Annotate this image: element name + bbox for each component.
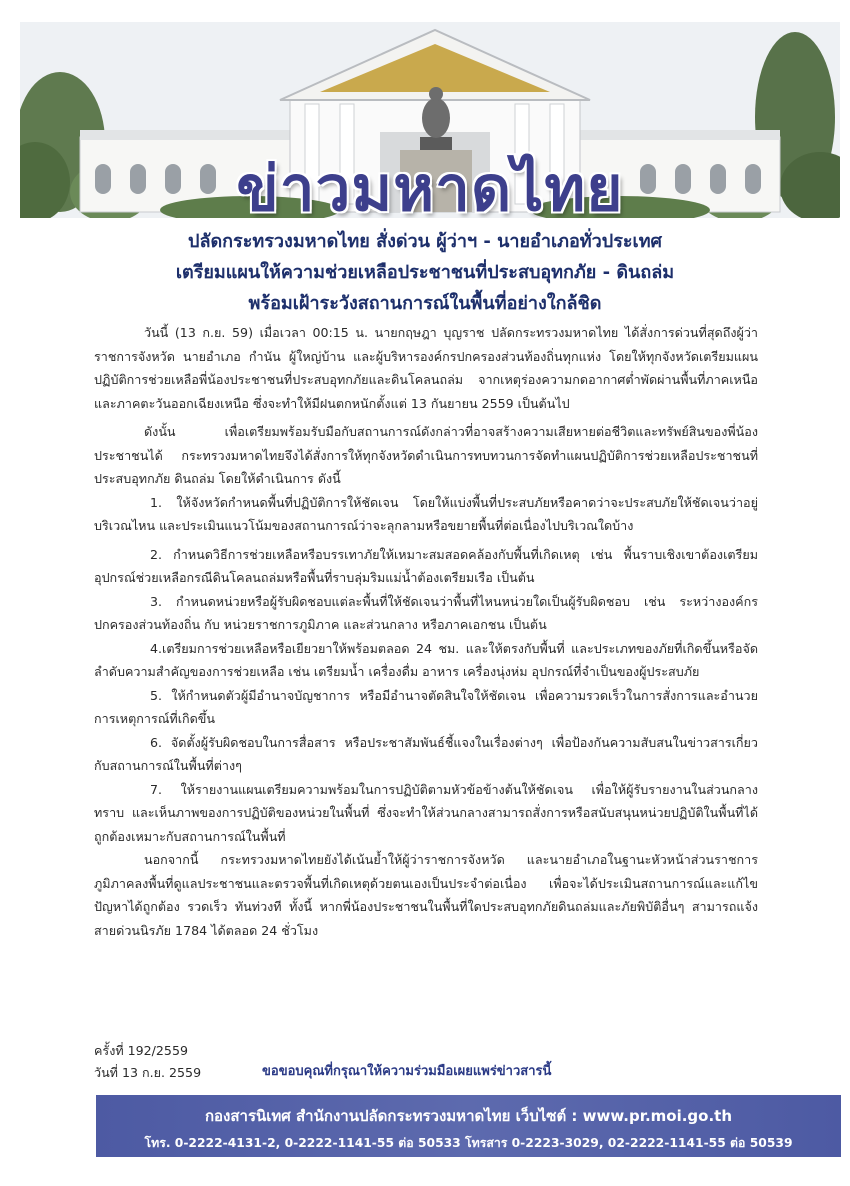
issue-number: ครั้งที่ 192/2559 <box>94 1043 188 1058</box>
list-item: 5. ให้กำหนดตัวผู้มีอำนาจบัญชาการ หรือมีอำนาจตัดสินใจให้ชัดเจน เพื่อความรวดเร็วในการสั่งการและอำนวยการเหตุการณ์ที่เกิดขึ้น <box>94 687 758 726</box>
issue-date: วันที่ 13 ก.ย. 2559 <box>94 1065 202 1080</box>
issue-meta <box>94 1040 201 1084</box>
headline-line-3: พร้อมเฝ้าระวังสถานการณ์ในพื้นที่อย่างใกล้ชิด <box>248 293 602 314</box>
list-item: 1. ให้จังหวัดกำหนดพื้นที่ปฏิบัติการให้ชัดเจน โดยให้แบ่งพื้นที่ประสบภัยหรือคาดว่าจะประสบภัยให้ชัดเจนว่าอยู่บริเวณไหน และประเมินแนวโน้มของสถานการณ์ว่าจะลุกลามหรือขยายพื้นที่ต่อเนื่องไปบริเวณใดบ้าง <box>94 494 758 533</box>
intro-paragraph: วันนี้ (13 ก.ย. 59) เมื่อเวลา 00:15 น. นายกฤษฎา บุญราช ปลัดกระทรวงมหาดไทย ได้สั่งการด่วนที่สุดถึงผู้ว่าราชการจังหวัด นายอำเภอ กำนัน ผู้ใหญ่บ้าน และผู้บริหารองค์กรปกครองส่วนท้องถิ่นทุกแห่ง โดยให้ทุกจังหวัดเตรียมแผนปฏิบัติการช่วยเหลือพี่น้องประชาชนที่ประสบอุทกภัยและดินโคลนถล่ม จากเหตุร่องความกดอากาศต่ำพัดผ่านพื้นที่ภาคเหนือและภาคตะวันออกเฉียงเหนือ ซึ่งจะทำให้มีฝนตกหนักตั้งแต่ 13 กันยายน 2559 เป็นต้นไป <box>94 325 758 411</box>
footer-contact-bar <box>96 1095 841 1157</box>
list-item: 6. จัดตั้งผู้รับผิดชอบในการสื่อสาร หรือประชาสัมพันธ์ชี้แจงในเรื่องต่างๆ เพื่อป้องกันความสับสนในข่าวสารเกี่ยวกับสถานการณ์ในพื้นที่ต่างๆ <box>94 734 758 773</box>
headline-line-1: ปลัดกระทรวงมหาดไทย สั่งด่วน ผู้ว่าฯ - นายอำเภอทั่วประเทศ <box>188 231 662 252</box>
headline-line-2: เตรียมแผนให้ความช่วยเหลือประชาชนที่ประสบอุทกภัย - ดินถล่ม <box>175 262 675 283</box>
closing-paragraph: นอกจากนี้ กระทรวงมหาดไทยยังได้เน้นย้ำให้ผู้ว่าราชการจังหวัด และนายอำเภอในฐานะหัวหน้าส่วนราชการภูมิภาคลงพื้นที่ดูแลประชาชนและตรวจพื้นที่เกิดเหตุด้วยตนเองเป็นประจำต่อเนื่อง เพื่อจะได้ประเมินสถานการณ์และแก้ไขปัญหาได้ถูกต้อง รวดเร็ว ทันท่วงที ทั้งนี้ หากพี่น้องประชาชนในพื้นที่ใดประสบอุทกภัยดินถล่มและภัยพิบัติอื่นๆ สามารถแจ้งสายด่วนนิรภัย 1784 ได้ตลอด 24 ชั่วโมง <box>94 852 758 938</box>
footer-office-website: กองสารนิเทศ สำนักงานปลัดกระทรวงมหาดไทย เว็บไซต์ : www.pr.moi.go.th <box>204 1107 733 1125</box>
header-banner <box>20 22 840 218</box>
list-item: 7. ให้รายงานแผนเตรียมความพร้อมในการปฏิบัติตามหัวข้อข้างต้นให้ชัดเจน เพื่อให้ผู้รับรายงานในส่วนกลางทราบ และเห็นภาพของการปฏิบัติของหน่วยในพื้นที่ ซึ่งจะทำให้ส่วนกลางสามารถสั่งการหรือสนับสนุนหน่วยปฏิบัติในพื้นที่ได้ถูกต้องเหมาะกับสถานการณ์ในพื้นที่ <box>94 781 758 844</box>
headline <box>30 226 820 319</box>
list-item: 4.เตรียมการช่วยเหลือหรือเยียวยาให้พร้อมตลอด 24 ชม. และให้ตรงกับพื้นที่ และประเภทของภัยที่เกิดขึ้นหรือจัดลำดับความสำคัญของการช่วยเหลือ เช่น เตรียมน้ำ เครื่องดื่ม อาหาร เครื่องนุ่งห่ม อุปกรณ์ที่จำเป็นของผู้ประสบภัย <box>94 640 758 679</box>
directive-paragraph: ดังนั้น เพื่อเตรียมพร้อมรับมือกับสถานการณ์ดังกล่าวที่อาจสร้างความเสียหายต่อชีวิตและทรัพย์สินของพี่น้องประชาชนได้ กระทรวงมหาดไทยจึงได้สั่งการให้ทุกจังหวัดดำเนินการทบทวนการจัดทำแผนปฏิบัติการช่วยเหลือประชาชนที่ประสบอุทกภัย ดินถล่ม โดยให้ดำเนินการ ดังนี้ <box>94 424 758 486</box>
footer-phone-fax: โทร. 0-2222-4131-2, 0-2222-1141-55 ต่อ 50533 โทรสาร 0-2223-3029, 02-2222-1141-55 ต่อ 50539 <box>144 1136 793 1150</box>
thanks-note: ขอขอบคุณที่กรุณาให้ความร่วมมือเผยแพร่ข่าวสารนี้ <box>262 1064 552 1079</box>
masthead-title: ข่าวมหาดไทย <box>236 152 624 218</box>
article-body <box>94 321 758 942</box>
list-item: 2. กำหนดวิธีการช่วยเหลือหรือบรรเทาภัยให้เหมาะสมสอดคล้องกับพื้นที่เกิดเหตุ เช่น พื้นราบเชิงเขาต้องเตรียมอุปกรณ์ช่วยเหลือกรณีดินโคลนถล่มหรือพื้นที่ราบลุ่มริมแม่น้ำต้องเตรียมเรือ เป็นต้น <box>94 546 758 585</box>
list-item: 3. กำหนดหน่วยหรือผู้รับผิดชอบแต่ละพื้นที่ให้ชัดเจนว่าพื้นที่ไหนหน่วยใดเป็นผู้รับผิดชอบ เช่น ระหว่างองค์กรปกครองส่วนท้องถิ่น กับ หน่วยราชการภูมิภาค และส่วนกลาง หรือภาคเอกชน เป็นต้น <box>94 593 758 632</box>
